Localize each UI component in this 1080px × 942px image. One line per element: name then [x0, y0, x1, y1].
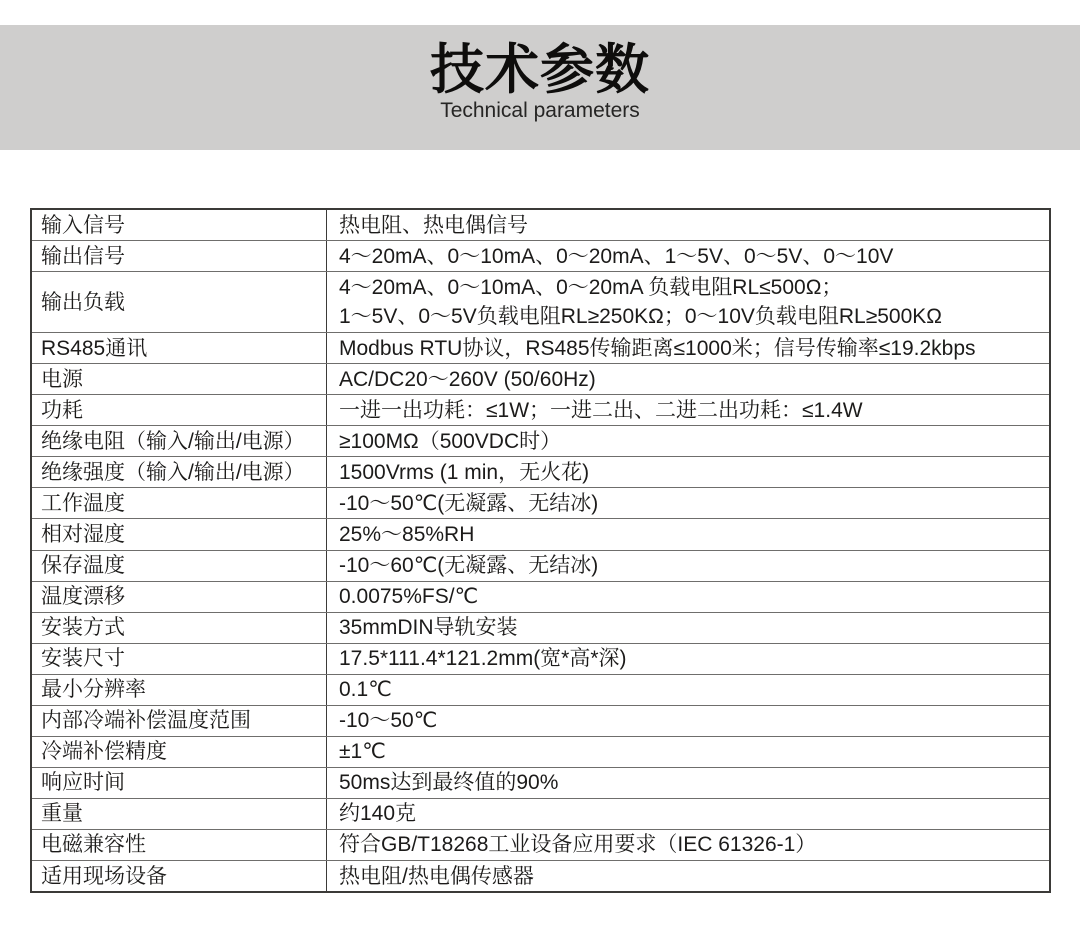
spec-label: 电源 — [32, 364, 327, 394]
spec-label: 响应时间 — [32, 768, 327, 798]
table-row — [32, 271, 1049, 332]
header-banner — [0, 25, 1080, 150]
spec-value-line: -10～50℃ — [339, 709, 438, 733]
table-row — [32, 363, 1049, 394]
spec-value — [327, 364, 1049, 394]
table-row — [32, 332, 1049, 363]
table-row — [32, 767, 1049, 798]
spec-value-line: 0.0075%FS/℃ — [339, 585, 479, 609]
spec-label: 输出信号 — [32, 241, 327, 271]
spec-value-line: 约140克 — [339, 802, 417, 826]
table-row — [32, 736, 1049, 767]
spec-value — [327, 799, 1049, 829]
page-title: 技术参数 — [430, 40, 650, 100]
spec-value-line: 25%～85%RH — [339, 522, 475, 546]
spec-value — [327, 644, 1049, 674]
spec-value — [327, 861, 1049, 891]
spec-value — [327, 613, 1049, 643]
spec-value — [327, 830, 1049, 860]
spec-label: 功耗 — [32, 395, 327, 425]
spec-label: 内部冷端补偿温度范围 — [32, 706, 327, 736]
spec-label: RS485通讯 — [32, 333, 327, 363]
spec-table — [30, 208, 1051, 893]
spec-value-line: 50ms达到最终值的90% — [339, 771, 559, 795]
table-row — [32, 394, 1049, 425]
table-row — [32, 798, 1049, 829]
spec-label: 安装方式 — [32, 613, 327, 643]
spec-value-line: 1500Vrms (1 min，无火花) — [339, 460, 590, 484]
spec-value — [327, 210, 1049, 240]
spec-value — [327, 272, 1049, 332]
spec-label: 冷端补偿精度 — [32, 737, 327, 767]
table-row — [32, 674, 1049, 705]
table-row — [32, 581, 1049, 612]
spec-value — [327, 675, 1049, 705]
table-row — [32, 240, 1049, 271]
spec-value-line: 4～20mA、0～10mA、0～20mA、1～5V、0～5V、0～10V — [339, 244, 894, 268]
spec-value — [327, 241, 1049, 271]
spec-value — [327, 519, 1049, 549]
spec-value — [327, 737, 1049, 767]
spec-label: 输入信号 — [32, 210, 327, 240]
spec-label: 相对湿度 — [32, 519, 327, 549]
spec-value — [327, 582, 1049, 612]
table-row — [32, 705, 1049, 736]
spec-value-line: 17.5*111.4*121.2mm(宽*高*深) — [339, 647, 627, 671]
spec-label: 电磁兼容性 — [32, 830, 327, 860]
spec-value-line: AC/DC20～260V (50/60Hz) — [339, 367, 596, 391]
spec-value — [327, 551, 1049, 581]
spec-value — [327, 706, 1049, 736]
spec-value — [327, 457, 1049, 487]
spec-label: 最小分辨率 — [32, 675, 327, 705]
spec-value-line: -10～60℃(无凝露、无结冰) — [339, 554, 599, 578]
spec-value-line: ≥100MΩ（500VDC时） — [339, 429, 562, 453]
table-row — [32, 829, 1049, 860]
spec-label: 绝缘电阻（输入/输出/电源） — [32, 426, 327, 456]
spec-value-line: 热电阻/热电偶传感器 — [339, 864, 534, 888]
table-row — [32, 612, 1049, 643]
spec-label: 工作温度 — [32, 488, 327, 518]
spec-value-line: 符合GB/T18268工业设备应用要求（IEC 61326-1） — [339, 833, 817, 857]
spec-value-line: 一进一出功耗：≤1W；一进二出、二进二出功耗：≤1.4W — [339, 398, 863, 422]
spec-label: 重量 — [32, 799, 327, 829]
table-row — [32, 425, 1049, 456]
table-row — [32, 210, 1049, 240]
spec-value — [327, 768, 1049, 798]
spec-value — [327, 395, 1049, 425]
spec-label: 适用现场设备 — [32, 861, 327, 891]
spec-value-line: ±1℃ — [339, 740, 386, 764]
spec-value — [327, 333, 1049, 363]
spec-value-line: -10～50℃(无凝露、无结冰) — [339, 491, 599, 515]
spec-label: 输出负载 — [32, 272, 327, 332]
spec-value-line: 0.1℃ — [339, 678, 392, 702]
table-row — [32, 518, 1049, 549]
spec-label: 安装尺寸 — [32, 644, 327, 674]
table-row — [32, 860, 1049, 891]
spec-value-line: 4～20mA、0～10mA、0～20mA 负载电阻RL≤500Ω； — [339, 276, 843, 300]
page-subtitle: Technical parameters — [440, 99, 640, 122]
table-row — [32, 643, 1049, 674]
spec-label: 温度漂移 — [32, 582, 327, 612]
spec-value — [327, 426, 1049, 456]
spec-value-line: 1～5V、0～5V负载电阻RL≥250KΩ；0～10V负载电阻RL≥500KΩ — [339, 305, 943, 329]
spec-value-line: 热电阻、热电偶信号 — [339, 213, 528, 237]
table-row — [32, 487, 1049, 518]
spec-value-line: Modbus RTU协议，RS485传输距离≤1000米；信号传输率≤19.2kbps — [339, 336, 976, 360]
spec-value-line: 35mmDIN导轨安装 — [339, 616, 518, 640]
spec-label: 保存温度 — [32, 551, 327, 581]
spec-label: 绝缘强度（输入/输出/电源） — [32, 457, 327, 487]
table-row — [32, 550, 1049, 581]
table-row — [32, 456, 1049, 487]
spec-value — [327, 488, 1049, 518]
